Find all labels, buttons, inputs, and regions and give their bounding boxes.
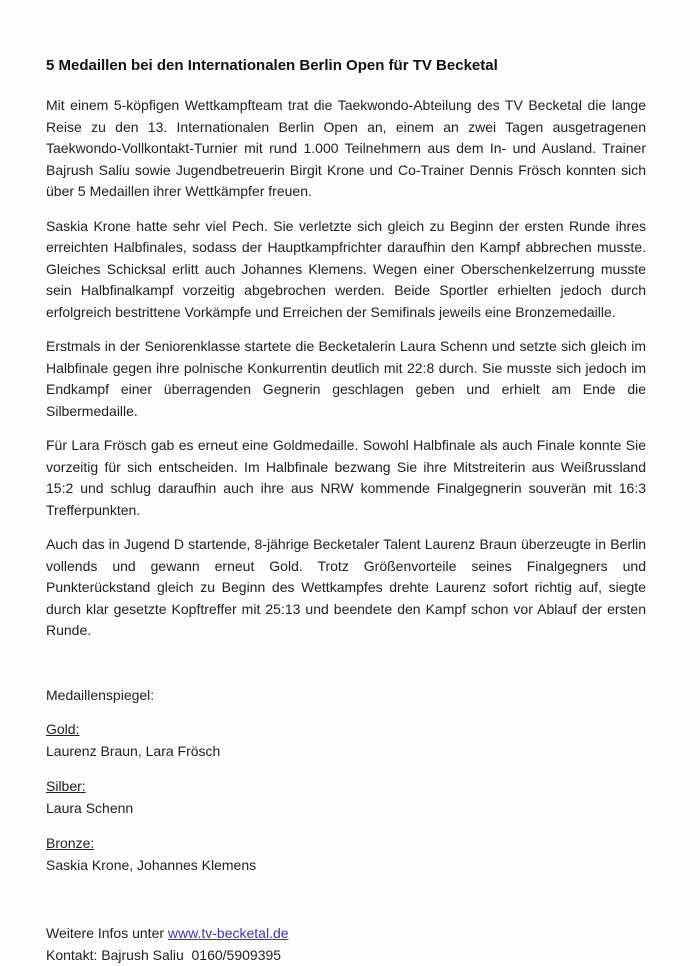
- medal-silver-names: Laura Schenn: [46, 798, 646, 820]
- footer-info-line: [46, 923, 646, 945]
- document-title: 5 Medaillen bei den Internationalen Berlin Open für TV Becketal: [46, 56, 646, 76]
- medal-section-bronze: [46, 833, 646, 876]
- footer-block: [46, 923, 646, 966]
- medal-section-silver: [46, 776, 646, 819]
- paragraph-laura-schenn: Erstmals in der Seniorenklasse startete die Becketalerin Laura Schenn und setzte sich gleich im Halbfinale gegen ihre polnische Konkurrentin deutlich mit 22:8 durch. Sie musste sich jedoch im Endkampf einer überragenden Gegnerin geschlagen geben und erhielt am Ende die Silbermedaille.: [46, 336, 646, 422]
- footer-info-prefix: Weitere Infos unter: [46, 925, 168, 941]
- vertical-spacer: [46, 655, 646, 685]
- paragraph-team-intro: Mit einem 5-köpfigen Wettkampfteam trat die Taekwondo-Abteilung des TV Becketal die lange Reise zu den 13. Internationalen Berlin Open an, einem an zwei Tagen ausgetragenen Taekwondo-Vollkontakt-Turnier mit rund 1.000 Teilnehmern aus dem In- und Ausland. Trainer Bajrush Saliu sowie Jugendbetreuerin Birgit Krone und Co-Trainer Dennis Frösch konnten sich über 5 Medaillen ihrer Wettkämpfer freuen.: [46, 95, 646, 203]
- medal-table-heading: Medaillenspiegel:: [46, 685, 646, 707]
- medal-section-gold: [46, 719, 646, 762]
- contact-line: Kontakt: Bajrush Saliu 0160/5909395: [46, 945, 646, 966]
- medal-gold-label: Gold:: [46, 719, 646, 741]
- paragraph-laurenz-braun: Auch das in Jugend D startende, 8-jährige Becketaler Talent Laurenz Braun überzeugte in Berlin vollends und gewann erneut Gold. Trotz Größenvorteile seines Finalgegners und Punkterückstand gleich zu Beginn des Wettkampfes drehte Laurenz sofort richtig auf, siegte durch klar gesetzte Kopftreffer mit 25:13 und beendete den Kampf schon vor Ablauf der ersten Runde.: [46, 534, 646, 642]
- medal-bronze-label: Bronze:: [46, 833, 646, 855]
- website-link[interactable]: www.tv-becketal.de: [168, 925, 289, 941]
- medal-silver-label: Silber:: [46, 776, 646, 798]
- paragraph-lara-froesch: Für Lara Frösch gab es erneut eine Goldmedaille. Sowohl Halbfinale als auch Finale konnte Sie vorzeitig für sich entscheiden. Im Halbfinale bezwang Sie ihre Mitstreiterin aus Weißrussland 15:2 und schlug daraufhin auch ihre aus NRW kommende Finalgegnerin souverän mit 16:3 Trefferpunkten.: [46, 435, 646, 521]
- medal-bronze-names: Saskia Krone, Johannes Klemens: [46, 855, 646, 877]
- paragraph-saskia-johannes: Saskia Krone hatte sehr viel Pech. Sie verletzte sich gleich zu Beginn der ersten Runde ihres erreichten Halbfinales, sodass der Hauptkampfrichter daraufhin den Kampf abbrechen musste. Gleiches Schicksal erlitt auch Johannes Klemens. Wegen einer Oberschenkelzerrung musste sein Halbfinalkampf vorzeitig abgebrochen werden. Beide Sportler erhielten jedoch durch erfolgreich bestrittene Vorkämpfe und Erreichen der Semifinals jeweils eine Bronzemedaille.: [46, 216, 646, 324]
- medal-gold-names: Laurenz Braun, Lara Frösch: [46, 741, 646, 763]
- vertical-spacer: [46, 890, 646, 910]
